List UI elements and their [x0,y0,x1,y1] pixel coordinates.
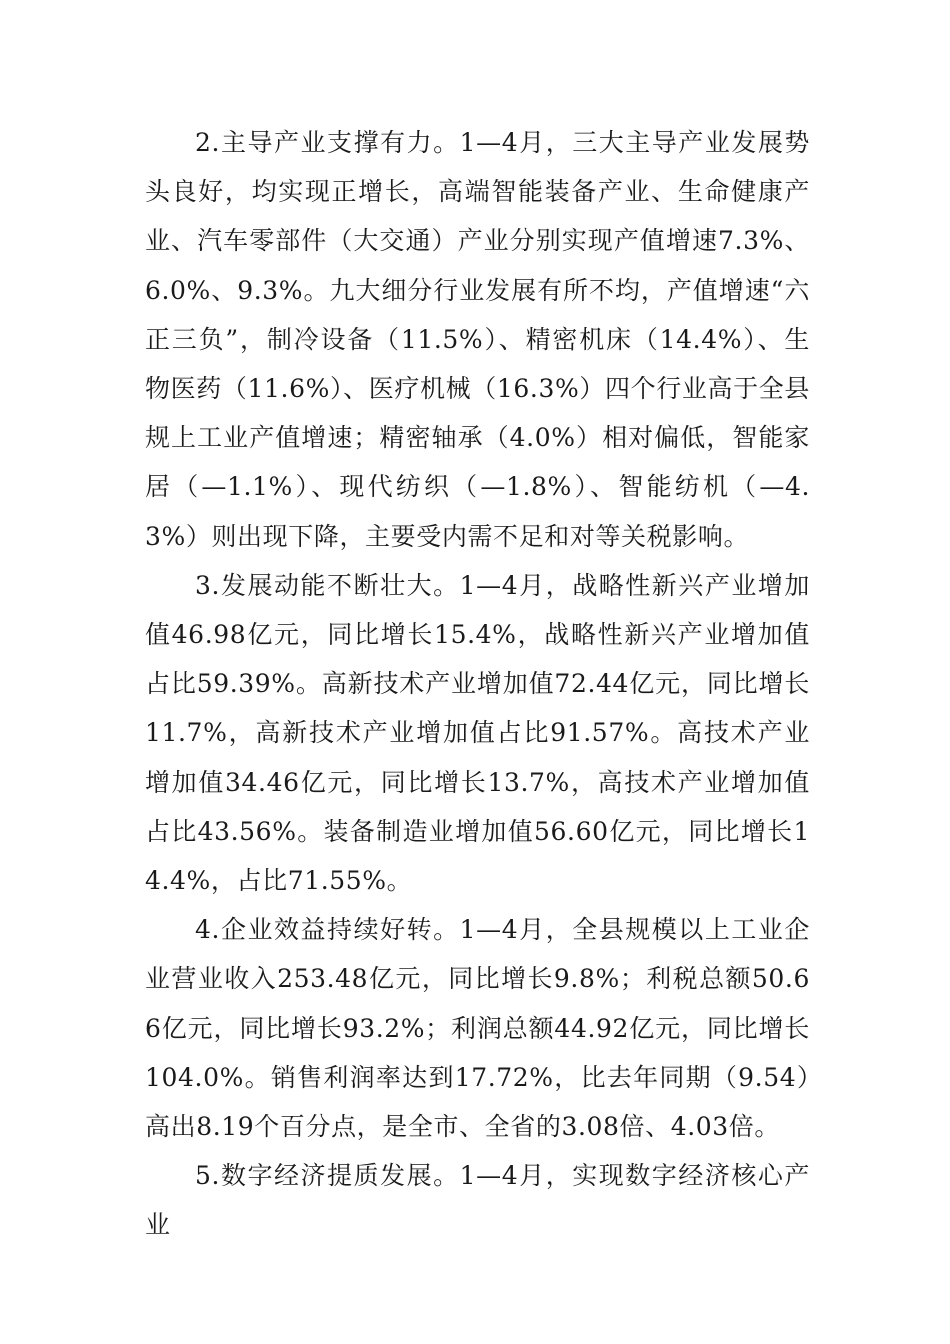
paragraph-main-industries: 2.主导产业支撑有力。1—4月，三大主导产业发展势头良好，均实现正增长，高端智能装备产业、生命健康产业、汽车零部件（大交通）产业分别实现产值增速7.3%、6.0%、9.3%。九大细分行业发展有所不均，产值增速“六正三负”，制冷设备（11.5%）、精密机床（14.4%）、生物医药（11.6%）、医疗机械（16.3%）四个行业高于全县规上工业产值增速；精密轴承（4.0%）相对偏低，智能家居（—1.1%）、现代纺织（—1.8%）、智能纺机（—4.3%）则出现下降，主要受内需不足和对等关税影响。 [145,128,810,551]
document-body [145,118,810,1250]
paragraph-development-momentum: 3.发展动能不断壮大。1—4月，战略性新兴产业增加值46.98亿元，同比增长15.4%，战略性新兴产业增加值占比59.39%。高新技术产业增加值72.44亿元，同比增长11.7%，高新技术产业增加值占比91.57%。高技术产业增加值34.46亿元，同比增长13.7%，高技术产业增加值占比43.56%。装备制造业增加值56.60亿元，同比增长14.4%，占比71.55%。 [145,570,810,896]
paragraph-digital-economy: 5.数字经济提质发展。1—4月，实现数字经济核心产业 [145,1161,810,1240]
paragraph-enterprise-profits: 4.企业效益持续好转。1—4月，全县规模以上工业企业营业收入253.48亿元，同比增长9.8%；利税总额50.66亿元，同比增长93.2%；利润总额44.92亿元，同比增长104.0%。销售利润率达到17.72%，比去年同期（9.54）高出8.19个百分点，是全市、全省的3.08倍、4.03倍。 [145,915,810,1142]
